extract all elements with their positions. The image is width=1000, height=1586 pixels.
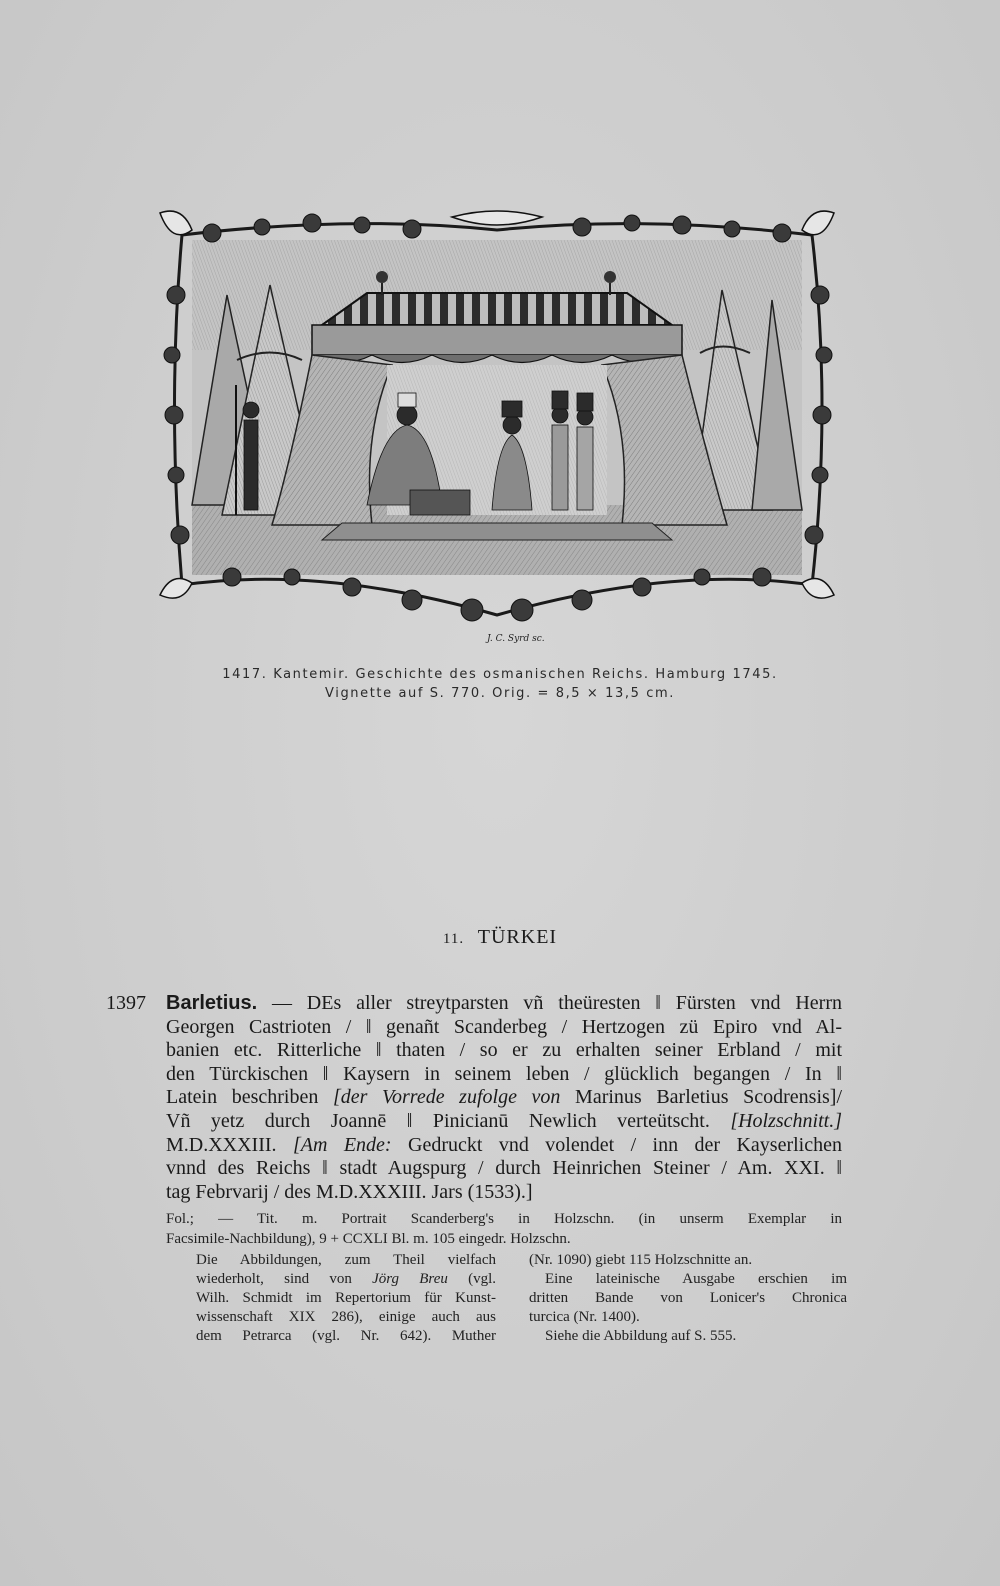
note-left-5: dem Petrarca (vgl. Nr. 642). Muther [196,1328,496,1344]
note-right-3: dritten Bande von Lonicer's Chronica [529,1290,847,1306]
catalogue-entry [106,992,843,1204]
entry-title-text-1: — DEs aller streytparsten vñ theüresten ‖ Fürsten vnd Herrn [271,992,842,1014]
entry-author: Barletius. [166,992,258,1014]
section-number: 11. [442,931,465,947]
figure-caption-line-1: 1417. Kantemir. Geschichte des osmanischen Reichs. Hamburg 1745. [222,667,778,682]
notes-left-column [196,1251,496,1346]
engraving-vignette [152,205,842,647]
holzschnitt-note: [Holzschnitt.] [730,1109,842,1132]
entry-line-1 [166,992,842,1016]
entry-line-8: vnnd des Reichs ‖ stadt Augspurg / durch Heinrichen Steiner / Am. XXI. ‖ [166,1157,842,1180]
entry-line-5 [166,1086,842,1110]
entry-title-text-6: Vñ yetz durch Joannē ‖ Pinicianū Newlich verteütscht. [166,1109,710,1132]
entry-number: 1397 [106,992,146,1014]
note-left-4: wissenschaft XIX 286), einige auch aus [196,1309,496,1325]
collation-line-2: Facsimile-Nachbildung), 9 + CCXLI Bl. m. 105 eingedr. Holzschn. [166,1231,571,1247]
note-right-5: Siehe die Abbildung auf S. 555. [545,1328,737,1344]
note-left-2b: Jörg Breu [372,1271,448,1287]
section-title: TÜRKEI [477,926,558,948]
note-right-1: (Nr. 1090) giebt 115 Holzschnitte an. [529,1252,753,1268]
vorrede-note: [der Vorrede zufolge von [332,1086,561,1109]
entry-title-text-5: Latein beschriben [166,1086,319,1109]
vorrede-note-name: Marinus Barletius Scodrensis] [575,1086,837,1109]
section-heading [0,926,1000,949]
entry-line-6 [166,1110,842,1134]
note-left-1: Die Abbildungen, zum Theil vielfach [196,1252,496,1268]
entry-line-3: banien etc. Ritterliche ‖ thaten / so er zu erhalten seiner Erbland / mit [166,1039,842,1062]
entry-colophon-text-1: Gedruckt vnd volendet / inn der Kayserlichen [408,1133,842,1156]
notes-right-column [529,1251,847,1346]
note-right-2: Eine lateinische Ausgabe erschien im [545,1271,847,1287]
collation-note [166,1209,842,1249]
tent-scene-illustration [152,205,842,647]
vorrede-note-end: / [836,1086,843,1109]
note-left-2 [196,1270,496,1289]
entry-date: M.D.XXXIII. [166,1133,277,1156]
figure-caption-line-2: Vignette auf S. 770. Orig. = 8,5 × 13,5 cm. [325,686,675,701]
entry-line-9: tag Febrvarij / des M.D.XXXIII. Jars (1533).] [166,1180,533,1203]
entry-line-2: Georgen Castrioten / ‖ genañt Scanderbeg / Hertzogen zü Epiro vnd Al- [166,1015,842,1038]
entry-line-4: den Türckischen ‖ Kaysern in seinem leben / glücklich begangen / In ‖ [166,1062,842,1085]
engraver-signature: J. C. Syrd sc. [487,634,545,644]
am-ende-note: [Am Ende: [292,1133,392,1156]
note-left-3: Wilh. Schmidt im Repertorium für Kunst- [196,1290,496,1306]
note-left-2c: (vgl. [468,1271,497,1287]
note-left-2a: wiederholt, sind von [196,1271,352,1287]
collation-line-1: Fol.; — Tit. m. Portrait Scanderberg's in Holzschn. (in unserm Exemplar in [166,1211,842,1227]
entry-line-7 [166,1134,842,1158]
note-right-4: turcica (Nr. 1400). [529,1309,640,1325]
